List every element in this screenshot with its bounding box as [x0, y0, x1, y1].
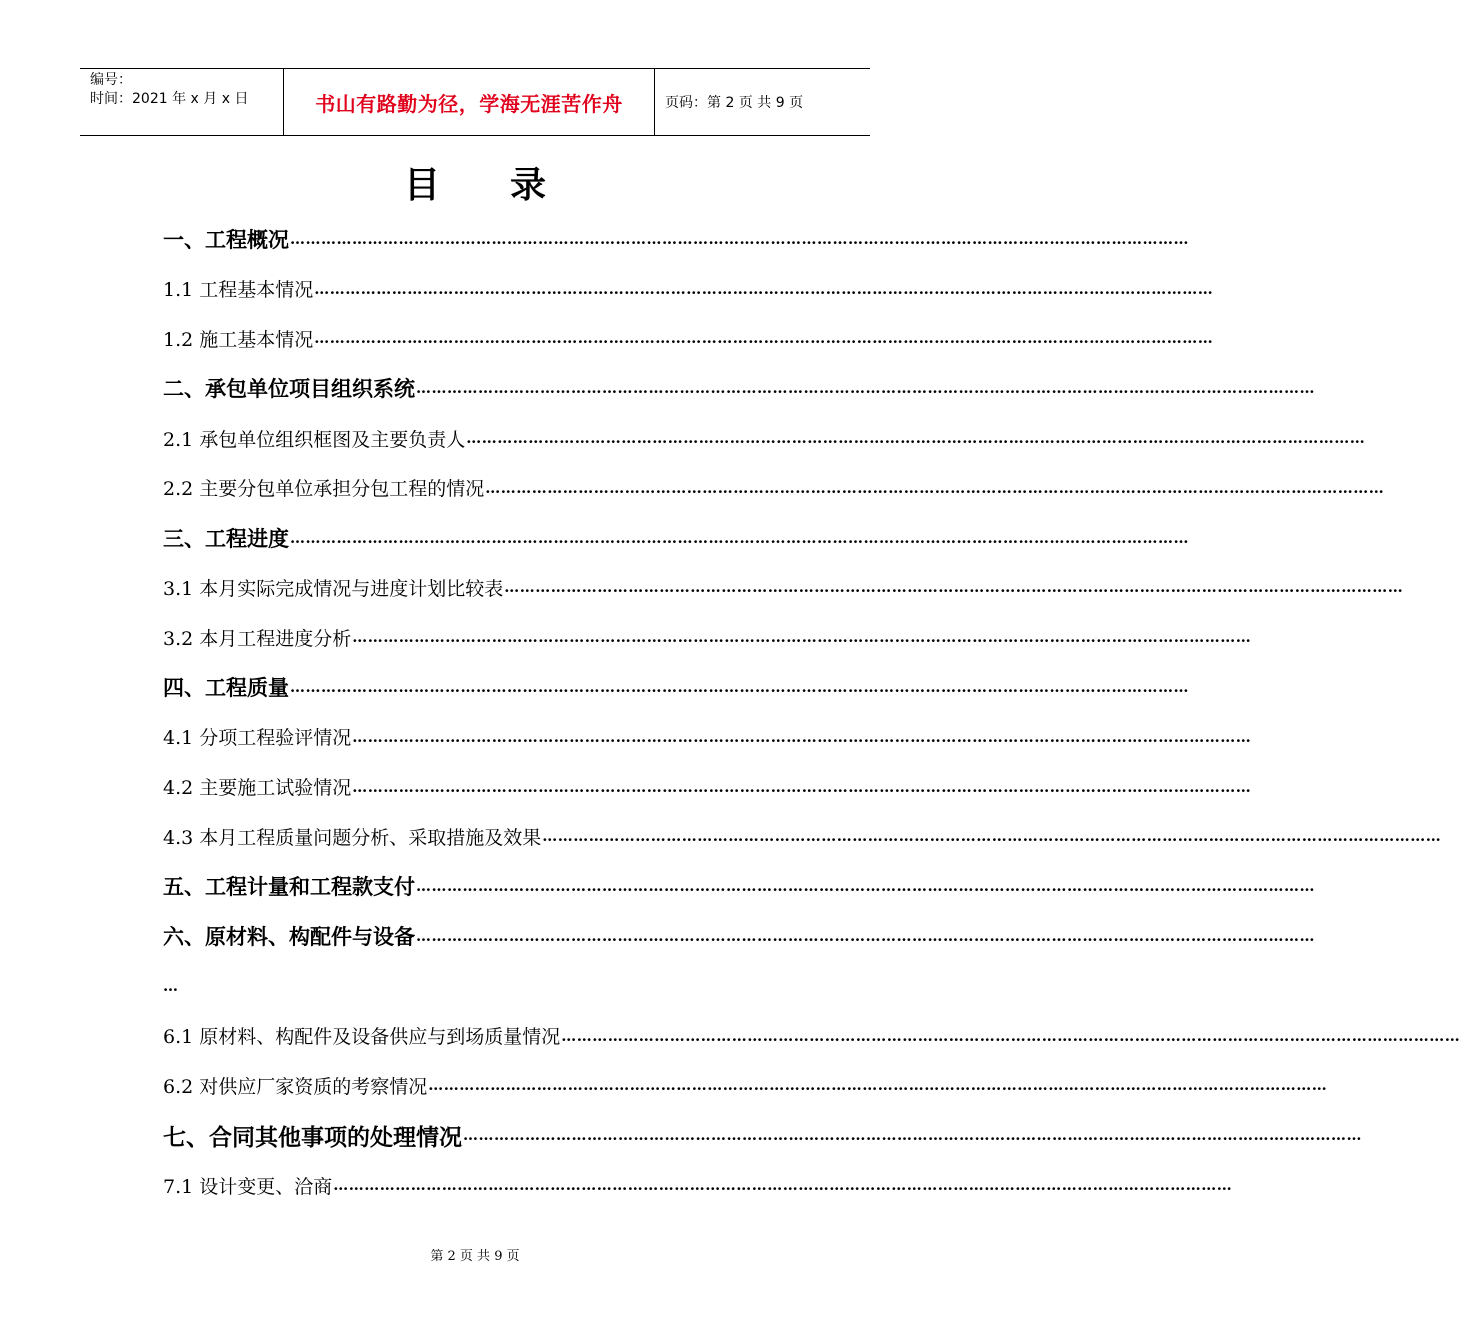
toc-entry-label: 7.1 设计变更、洽商 [163, 1175, 333, 1198]
toc-entry-label: 2.1 承包单位组织框图及主要负责人 [163, 428, 466, 451]
toc-entry-label: 一、工程概况 [163, 227, 289, 252]
toc-entry-label: 6.2 对供应厂家资质的考察情况 [163, 1075, 428, 1098]
toc-leader-dots: ………………………………………………………………………………………………………………………………………………………… [416, 379, 1315, 398]
toc-entry[interactable] [163, 1110, 1362, 1160]
toc-entry-label: 3.1 本月实际完成情况与进度计划比较表 [163, 577, 504, 600]
toc-leader-dots: ………………………………………………………………………………………………………………………………………………………… [333, 1176, 1233, 1195]
header-meta [80, 69, 283, 135]
toc-entry-label: 4.3 本月工程质量问题分析、采取措施及效果 [163, 826, 542, 849]
toc-entry[interactable] [163, 214, 1189, 264]
toc-leader-dots: ………………………………………………………………………………………………………………………………………………………… [352, 727, 1252, 746]
toc-leader-dots: ………………………………………………………………………………………………………………………………………………………… [290, 678, 1189, 697]
toc-entry[interactable] [163, 463, 1385, 513]
toc-entry-label: 六、原材料、构配件与设备 [163, 925, 415, 950]
toc-entry-label: 6.1 原材料、构配件及设备供应与到场质量情况 [163, 1026, 561, 1049]
toc-leader-dots: ………………………………………………………………………………………………………………………………………………………… [290, 229, 1189, 248]
toc-entry-label: 2.2 主要分包单位承担分包工程的情况 [163, 478, 485, 501]
toc-leader-dots: ………………………………………………………………………………………………………………………………………………………… [290, 528, 1189, 547]
toc-leader-continuation: … [163, 976, 179, 995]
toc-entry[interactable] [163, 314, 1214, 364]
toc-entry-label: 3.2 本月工程进度分析 [163, 627, 352, 650]
toc-leader-dots: ………………………………………………………………………………………………………………………………………………………… [466, 429, 1366, 448]
toc-entry-label: 4.1 分项工程验评情况 [163, 727, 352, 750]
toc-entry-label: 三、工程进度 [163, 526, 289, 551]
toc-entry[interactable] [163, 861, 1315, 911]
toc-entry[interactable] [163, 1011, 1460, 1061]
toc-entry[interactable] [163, 812, 1442, 862]
page-header [80, 68, 870, 136]
toc-entry-label: 四、工程质量 [163, 676, 289, 701]
toc-leader-dots: ………………………………………………………………………………………………………………………………………………………… [416, 927, 1315, 946]
toc-entry[interactable] [163, 712, 1252, 762]
toc-leader-dots: ………………………………………………………………………………………………………………………………………………………… [352, 628, 1252, 647]
toc-entry[interactable] [163, 1160, 1233, 1210]
toc-entry-label: 七、合同其他事项的处理情况 [163, 1124, 462, 1151]
toc-leader-dots: ………………………………………………………………………………………………………………………………………………………… [352, 777, 1252, 796]
toc-leader-dots: ………………………………………………………………………………………………………………………………………………………… [463, 1126, 1362, 1145]
page-title: 目录 [403, 165, 616, 206]
toc-entry[interactable] [163, 1061, 1328, 1111]
toc-entry-label: 4.2 主要施工试验情况 [163, 777, 352, 800]
toc-leader-dots: ………………………………………………………………………………………………………………………………………………………… [542, 827, 1442, 846]
toc-entry[interactable] [163, 264, 1214, 314]
toc-leader-dots: ………………………………………………………………………………………………………………………………………………………… [504, 578, 1404, 597]
toc-entry-label: 五、工程计量和工程款支付 [163, 875, 415, 900]
toc-entry[interactable] [163, 413, 1366, 463]
toc-leader-dots: ………………………………………………………………………………………………………………………………………………………… [485, 478, 1385, 497]
toc-entry-label: 1.2 施工基本情况 [163, 328, 314, 351]
number-label: 编号： [90, 72, 132, 88]
page-footer: 第 2 页 共 9 页 [430, 1249, 520, 1264]
toc-entry[interactable] [163, 563, 1404, 613]
toc-entry[interactable] [163, 911, 1315, 961]
toc-leader-dots: ………………………………………………………………………………………………………………………………………………………… [428, 1076, 1328, 1095]
toc-leader-dots: ………………………………………………………………………………………………………………………………………………………… [314, 279, 1214, 298]
toc-entry-label: 二、承包单位项目组织系统 [163, 377, 415, 402]
time-label: 时间：2021 年 x 月 x 日 [90, 91, 249, 107]
table-of-contents [163, 214, 1460, 1210]
toc-entry[interactable] [163, 662, 1189, 712]
toc-entry[interactable] [163, 513, 1189, 563]
header-motto: 书山有路勤为径，学海无涯苦作舟 [283, 69, 655, 135]
toc-entry[interactable] [163, 612, 1252, 662]
header-page-info: 页码：第 2 页 共 9 页 [665, 95, 804, 111]
toc-entry-label: 1.1 工程基本情况 [163, 279, 314, 302]
toc-leader-dots: ………………………………………………………………………………………………………………………………………………………… [561, 1026, 1460, 1045]
toc-entry[interactable] [163, 762, 1252, 812]
toc-entry[interactable] [163, 363, 1315, 413]
toc-leader-dots: ………………………………………………………………………………………………………………………………………………………… [416, 877, 1315, 896]
toc-leader-dots: ………………………………………………………………………………………………………………………………………………………… [314, 329, 1214, 348]
